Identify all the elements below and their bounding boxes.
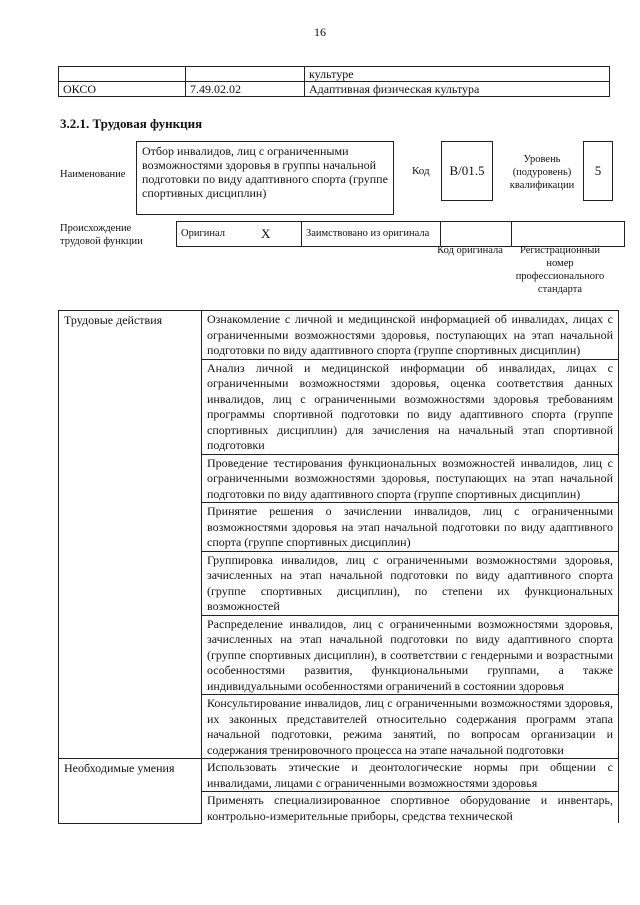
original-label: Оригинал xyxy=(177,222,258,247)
function-code-value: В/01.5 xyxy=(449,163,485,178)
labor-action-item: Консультирование инвалидов, лиц с ограниченными возможностями здоровья, их законных представителей относительно содержания программ этапа начальной подготовки, режима занятий, по вопросам организации и содержания тренировочного процесса на этапе начальной подготовки xyxy=(202,695,619,759)
labor-action-item: Анализ личной и медицинской информации об инвалидах, лицах с ограниченными возможностями здоровья, оценка соответствия данных инвалидов, лиц с ограниченными возможностями здоровья требованиям программы спортивной подготовки по виду адаптивного спорта (группе спортивных дисциплин) для зачисления на начальный этап спортивной подготовки xyxy=(202,359,619,454)
function-code-box xyxy=(441,141,493,201)
code-original-caption: Код оригинала xyxy=(437,245,503,256)
borrowed-label: Заимствовано из оригинала xyxy=(302,222,441,247)
okso-table xyxy=(58,66,610,97)
page-number: 16 xyxy=(314,25,326,39)
skill-item: Применять специализированное спортивное оборудование и инвентарь, контрольно-измерительные приборы, средства технической xyxy=(207,793,613,823)
function-name-box: Отбор инвалидов, лиц с ограниченными возможностями здоровья в группы начальной подготовки по виду адаптивного спорта (группе спортивных дисциплин) xyxy=(136,141,394,215)
okso-cell xyxy=(186,67,305,82)
code-label: Код xyxy=(412,165,430,177)
registration-caption: Регистрационный номер профессионального стандарта xyxy=(515,245,605,295)
level-label: Уровень (подуровень) квалификации xyxy=(509,154,575,191)
origin-label: Происхождение трудовой функции xyxy=(60,223,143,247)
labor-action-item: Ознакомление с личной и медицинской информацией об инвалидах, лицах с ограниченными возможностями здоровья, поступающих на этап начальной подготовки по виду адаптивного спорта (группе спортивных дисциплин) xyxy=(202,311,619,360)
okso-label: ОКСО xyxy=(59,82,186,97)
labor-function-table xyxy=(58,310,619,824)
okso-cell xyxy=(59,67,186,82)
labor-action-item: Распределение инвалидов, лиц с ограниченными возможностями здоровья, зачисленных на этап начальной подготовки по виду адаптивного спорта (группе спортивных дисциплин), в соответствии с гендерными и возрастными особенностями развития, функциональными группами, а также индивидуальными особенностями ограничений в состоянии здоровья xyxy=(202,615,619,695)
labor-action-item: Группировка инвалидов, лиц с ограниченными возможностями здоровья, зачисленных на этап начальной подготовки по виду адаптивного спорта (группе спортивных дисциплин), по степени их функциональных возможностей xyxy=(202,551,619,615)
skill-item-cell xyxy=(202,792,619,824)
name-label: Наименование xyxy=(60,169,126,180)
table-row xyxy=(59,759,619,792)
labor-action-item: Проведение тестирования функциональных возможностей инвалидов, лиц с ограниченными возможностями здоровья, поступающих на этап начальной подготовки по виду адаптивного спорта (группе спортивных дисциплин) xyxy=(202,454,619,503)
qualification-level-value: 5 xyxy=(594,163,602,178)
section-title: 3.2.1. Трудовая функция xyxy=(60,116,203,131)
okso-row xyxy=(59,67,610,82)
registration-number-cell xyxy=(512,222,625,247)
skills-label: Необходимые умения xyxy=(59,759,202,824)
okso-code: 7.49.02.02 xyxy=(186,82,305,97)
labor-action-item: Принятие решения о зачислении инвалидов, лиц с ограниченными возможностями здоровья на этап начальной подготовки по виду адаптивного спорта (группе спортивных дисциплин) xyxy=(202,503,619,552)
original-mark: Х xyxy=(257,222,302,247)
qualification-level-box xyxy=(583,141,613,201)
okso-cell: культуре xyxy=(305,67,610,82)
labor-actions-label: Трудовые действия xyxy=(59,311,202,759)
origin-row xyxy=(177,222,625,247)
skill-item: Использовать этические и деонтологические нормы при общении с инвалидами, лицами с ограниченными возможностями здоровья xyxy=(202,759,619,792)
okso-row xyxy=(59,82,610,97)
okso-name: Адаптивная физическая культура xyxy=(305,82,610,97)
original-code-cell xyxy=(441,222,512,247)
table-row xyxy=(59,311,619,360)
